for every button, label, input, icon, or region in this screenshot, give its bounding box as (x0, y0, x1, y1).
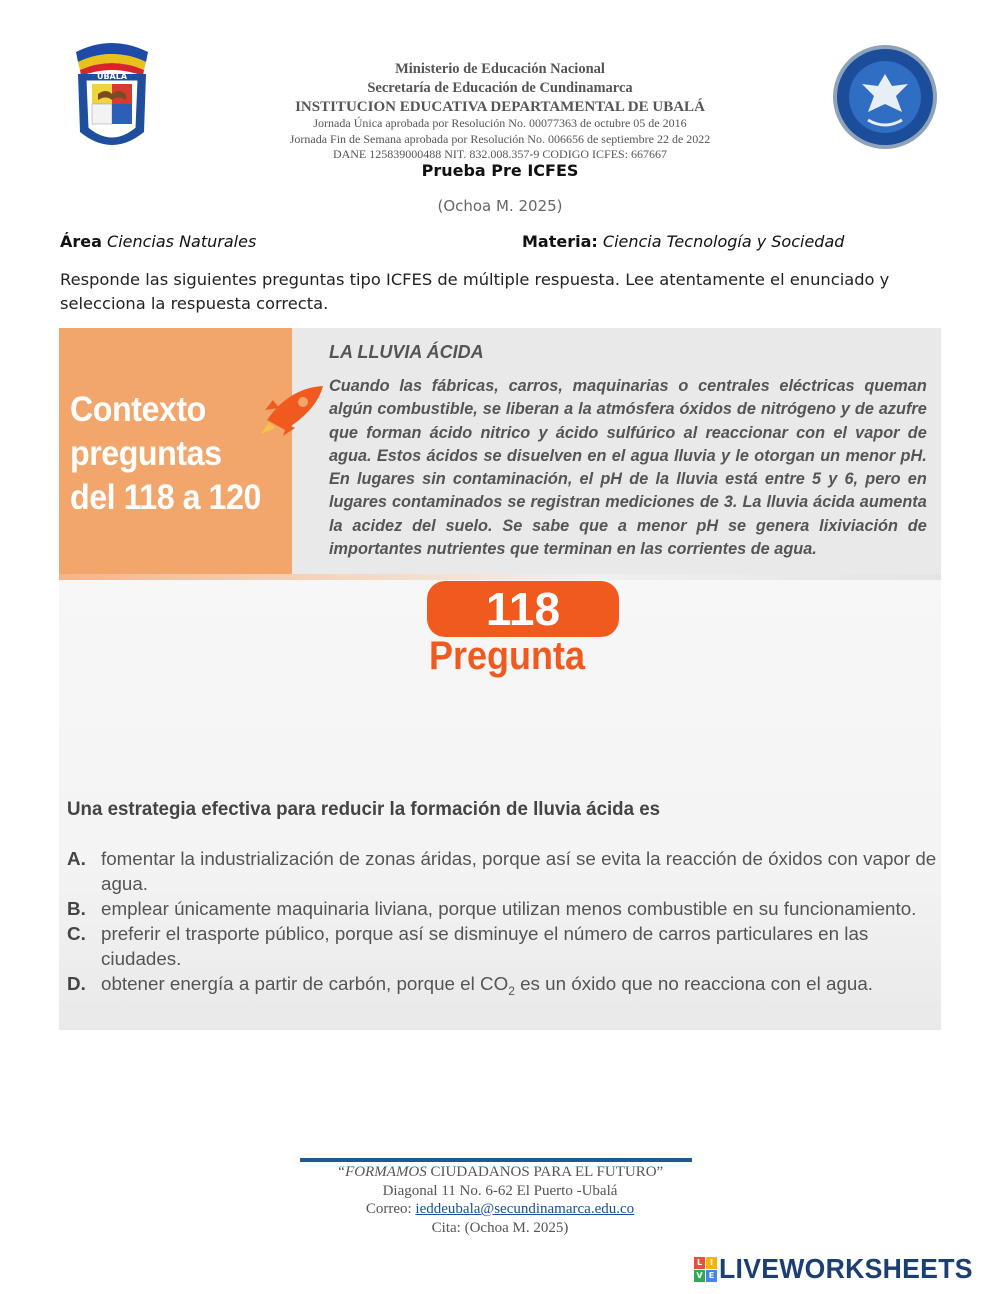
option-text-before: obtener energía a partir de carbón, porque el CO (101, 973, 509, 994)
crest-name-text: UBALÁ (96, 72, 128, 81)
liveworksheets-name: LIVEWORKSHEETS (719, 1253, 973, 1284)
instructions-text: Responde las siguientes preguntas tipo ICFES de múltiple respuesta. Lee atentamente el enunciado y selecciona la respuesta correcta. (60, 270, 890, 313)
email-link[interactable]: ieddeubala@secundinamarca.edu.co (415, 1201, 635, 1217)
option-a[interactable] (67, 846, 937, 896)
ministry-line: Ministerio de Educación Nacional (395, 61, 605, 77)
badge-letter: I (706, 1257, 717, 1269)
question-image (59, 328, 941, 1030)
option-letter: C. (67, 923, 86, 944)
footer-motto (0, 1163, 1000, 1182)
resolution-line-1: Jornada Única aprobada por Resolución No. 00077363 de octubre 05 de 2016 (313, 116, 687, 130)
context-text: Cuando las fábricas, carros, maquinarias o centrales eléctricas queman algún combustible, se liberan a la atmósfera óxidos de nitrógeno y de azufre que forman ácido nitrico y ácido sulfúrico al reaccionar con el vapor de agua. Estos ácidos se disuelven en el agua lluvia y le otorgan un menor pH. En lugares sin contaminación, el pH de la lluvia está entre 5 y 6, pero en lugares contaminados se registran mediciones de 3. La lluvia ácida aumenta la acidez del suelo. Se sabe que a menor pH se genera lixiviación de importantes nutrientes que terminan en las corrientes de agua. (329, 376, 927, 559)
dane-nit-line: DANE 125839000488 NIT. 832.008.357-9 CODIGO ICFES: 667667 (332, 147, 668, 161)
footer-email-line (0, 1200, 1000, 1219)
option-letter: B. (67, 898, 86, 919)
option-text: emplear únicamente maquinaria liviana, porque utilizan menos combustible en su funcionamiento. (101, 898, 917, 919)
context-heading-line-1: Contexto (70, 390, 206, 429)
institution-header (240, 60, 760, 163)
resolution-line-2: Jornada Fin de Semana aprobada por Resolución No. 006656 de septiembre 22 de 2022 (289, 131, 711, 146)
institution-line: INSTITUCION EDUCATIVA DEPARTAMENTAL DE UBALÁ (295, 99, 705, 115)
badge-letter: E (706, 1270, 717, 1282)
materia-value: Ciencia Tecnología y Sociedad (602, 232, 845, 251)
option-letter: A. (67, 848, 86, 869)
option-text: preferir el trasporte público, porque así se disminuye el número de carros particulares en las ciudades. (101, 923, 869, 969)
materia-field (522, 232, 844, 251)
area-label: Área (60, 232, 102, 251)
question-word: Pregunta (429, 634, 586, 678)
option-text: fomentar la industrialización de zonas áridas, porque así se evita la reacción de óxidos con vapor de agua. (101, 848, 937, 894)
footer-divider (300, 1158, 692, 1162)
secretary-line: Secretaría de Educación de Cundinamarca (367, 80, 633, 96)
question-number-badge: 118 (427, 581, 619, 637)
liveworksheets-badge-icon (694, 1257, 716, 1281)
email-label: Correo: (365, 1201, 416, 1217)
liveworksheets-brand[interactable] (694, 1254, 986, 1284)
citation-text: (Ochoa M. 2025) (437, 197, 563, 215)
area-field (60, 232, 256, 251)
eagle-seal-logo (832, 44, 938, 150)
motto-rest: CIUDADANOS PARA EL FUTURO” (426, 1164, 664, 1180)
context-title: LA LLUVIA ÁCIDA (329, 342, 484, 362)
option-c[interactable] (67, 921, 937, 971)
co2-subscript: 2 (508, 983, 515, 998)
context-heading-line-2: preguntas (70, 434, 222, 473)
materia-label: Materia: (522, 232, 598, 251)
motto-italic: “FORMAMOS (336, 1164, 427, 1180)
footer (0, 1163, 1000, 1237)
badge-letter: L (694, 1257, 705, 1269)
option-d[interactable] (67, 971, 937, 1004)
document-title: Prueba Pre ICFES (421, 161, 579, 180)
school-crest-logo (70, 40, 154, 156)
option-letter: D. (67, 973, 86, 994)
context-heading (70, 388, 272, 520)
context-heading-line-3: del 118 a 120 (70, 478, 261, 517)
rocket-icon (259, 380, 327, 436)
question-stem: Una estrategia efectiva para reducir la formación de lluvia ácida es (67, 798, 661, 820)
area-value: Ciencias Naturales (107, 232, 257, 251)
footer-address: Diagonal 11 No. 6-62 El Puerto -Ubalá (382, 1182, 618, 1199)
answer-options (67, 846, 937, 1004)
option-b[interactable] (67, 896, 937, 921)
footer-cita: Cita: (Ochoa M. 2025) (431, 1219, 569, 1236)
badge-letter: V (694, 1270, 705, 1282)
option-text-after: es un óxido que no reacciona con el agua. (514, 973, 874, 994)
